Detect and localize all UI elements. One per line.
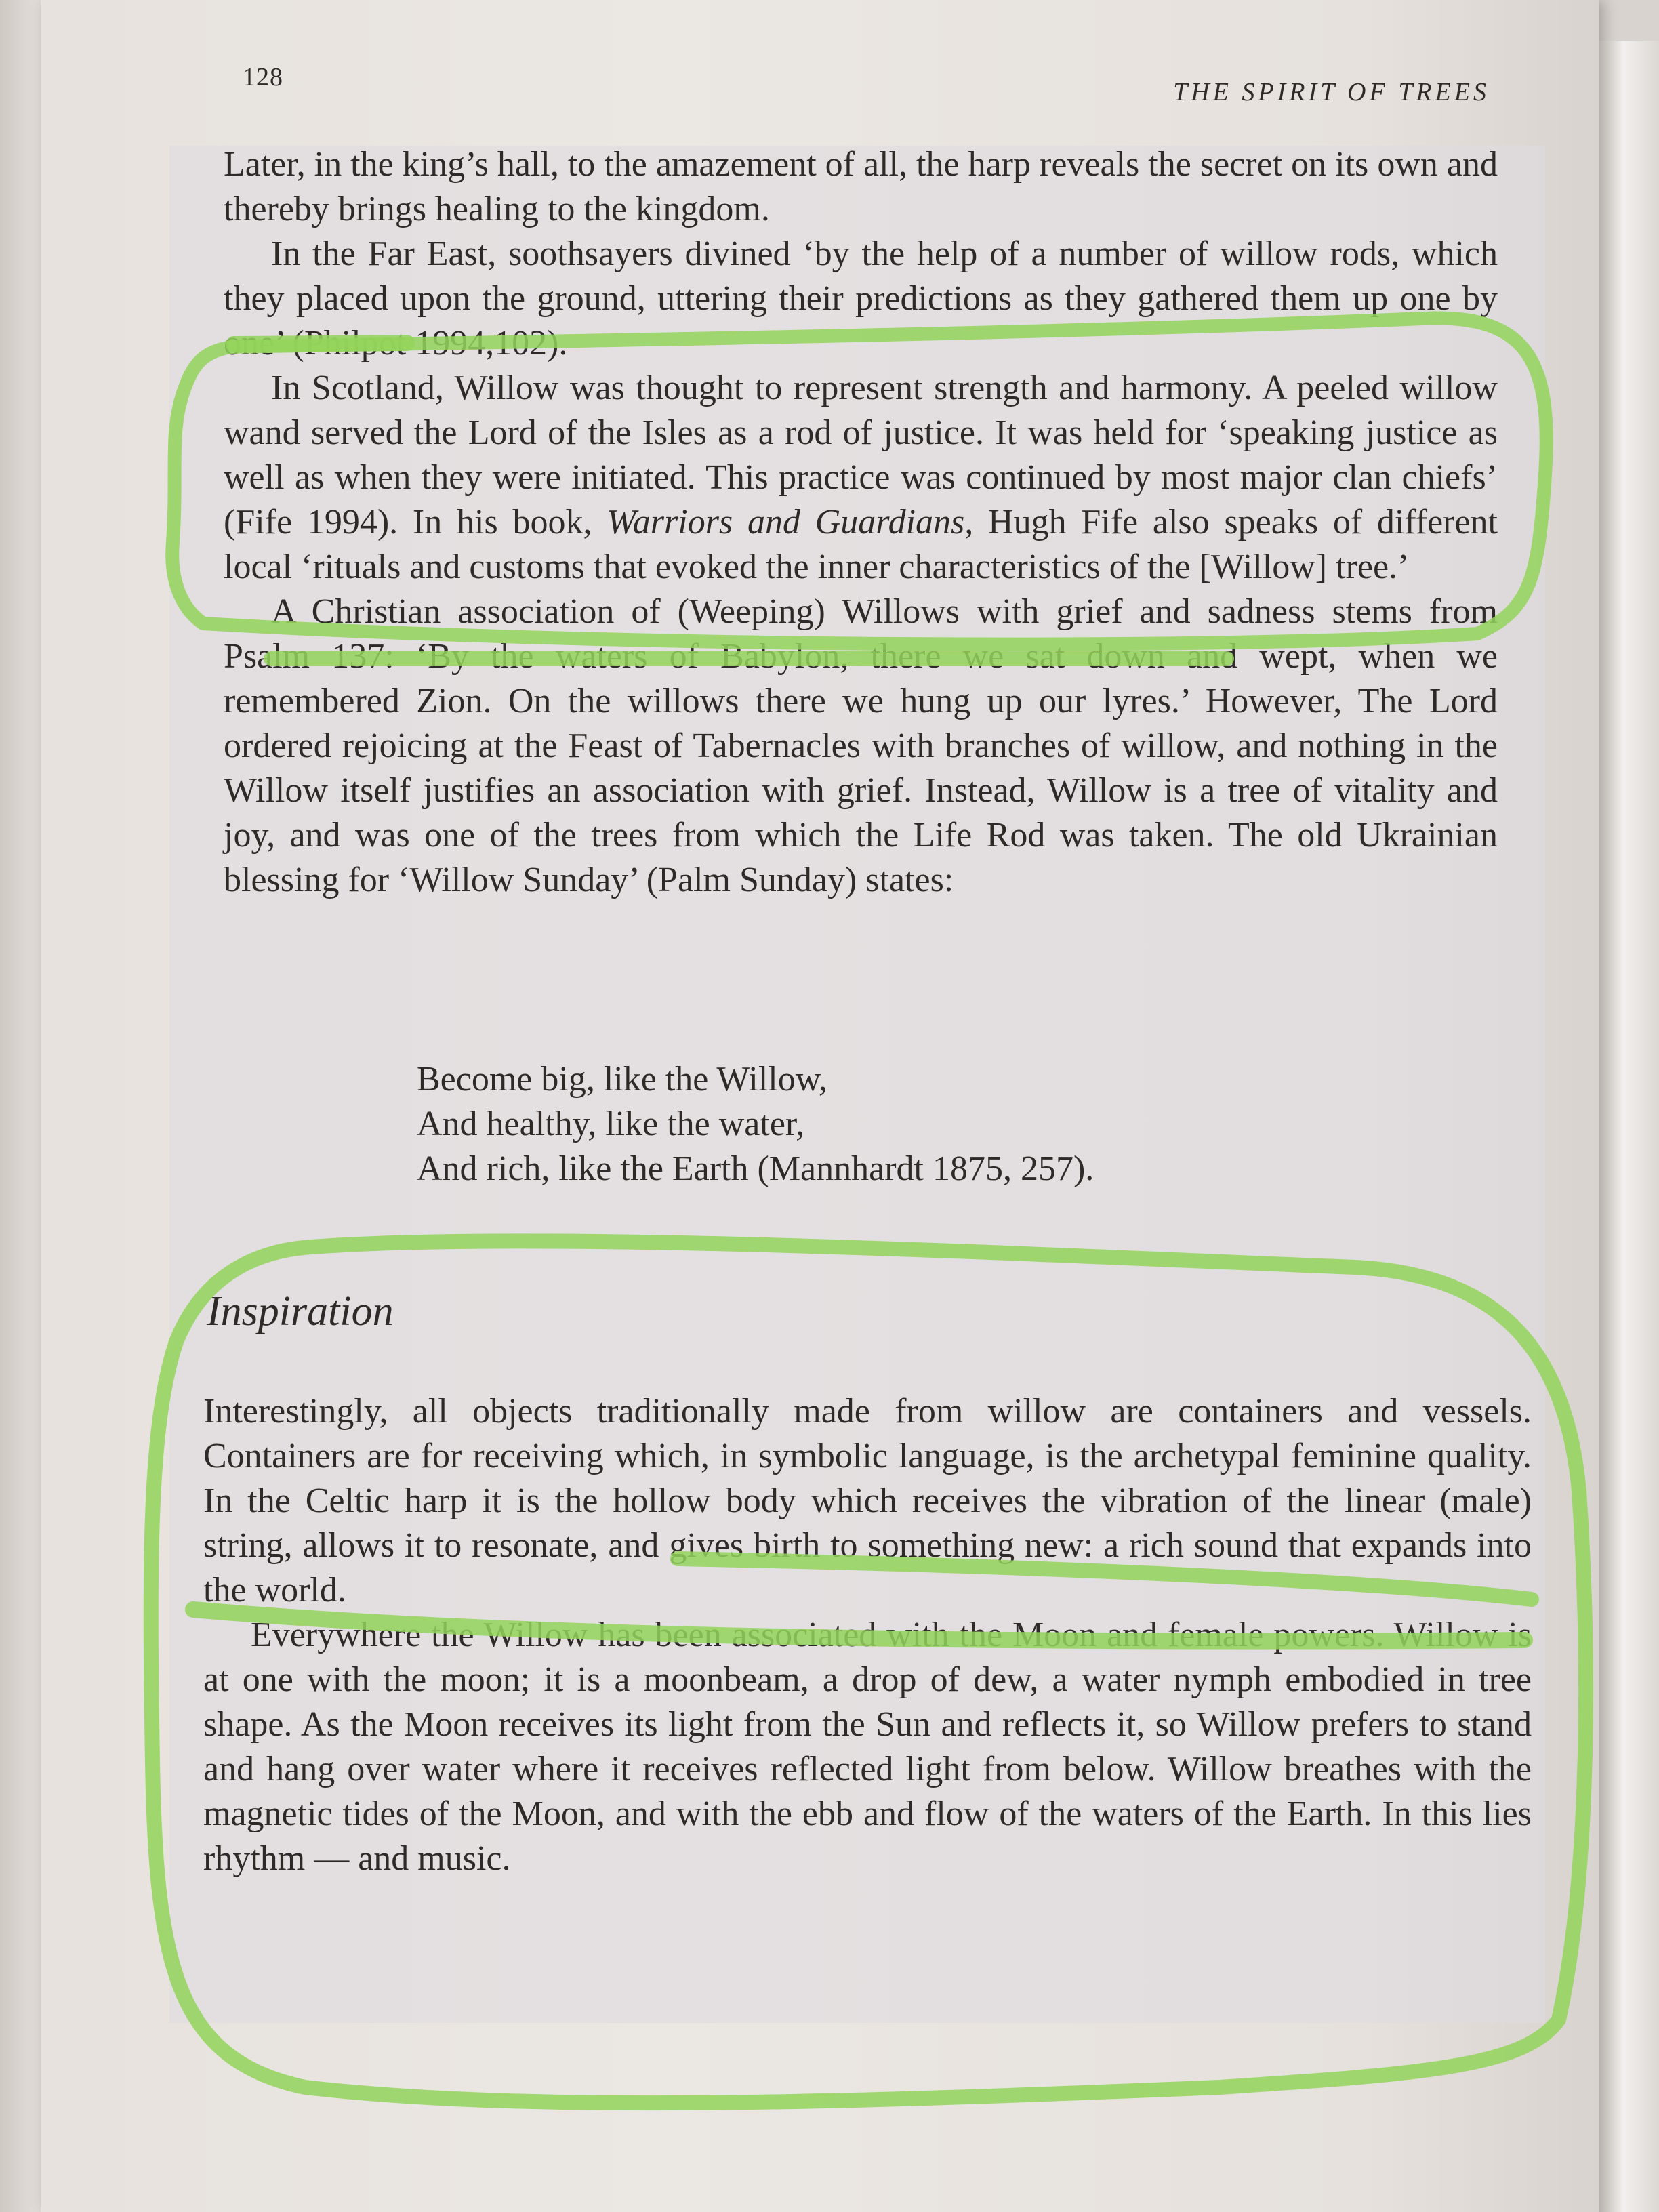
paragraph-containers: Interestingly, all objects traditionally made from willow are containers and vessels. Containers are for receiving which, in symbolic language, is the archetypal feminine quality. In the Celtic harp it is the hollow body which receives the vibration of the linear (male) string, allows it to resonate, and gives birth to something new: a rich sound that expands into the world. bbox=[203, 1392, 1532, 1610]
paragraph-far-east: In the Far East, soothsayers divined ‘by the help of a number of willow rods, which they placed upon the ground, uttering their predictions as they gathered them up one by one’ (Philpot 1994,102). bbox=[224, 234, 1498, 363]
book-spine-shadow bbox=[0, 0, 41, 2212]
verse-line: Become big, like the Willow, bbox=[417, 1060, 827, 1099]
paragraph-scotland bbox=[224, 366, 1498, 590]
verse-line: And healthy, like the water, bbox=[417, 1105, 805, 1143]
verse-line: And rich, like the Earth (Mannhardt 1875, 257). bbox=[417, 1149, 1094, 1188]
body-text-top bbox=[224, 142, 1498, 903]
scotland-text-b: Hugh Fife also speaks of different local ‘rituals and customs that evoked the inner characteristics of the [Willow] tree.’ bbox=[224, 503, 1498, 586]
scotland-text-a: In Scotland, Willow was thought to represent strength and harmony. A peeled willow wand served the Lord of the Isles as a rod of justice. It was held for ‘speaking justice as well as when they were initiated. This practice was continued by most major clan chiefs’ (Fife 1994). In his book, bbox=[224, 369, 1498, 541]
running-title: THE SPIRIT OF TREES bbox=[1173, 78, 1490, 106]
paragraph-christian-association: A Christian association of (Weeping) Willows with grief and sadness stems from Psalm 137: ‘By the waters of Babylon, there we sat down and wept, when we remembered Zion. On the willows there we hung up our lyres.’ However, The Lord ordered rejoicing at the Feast of Tabernacles with branches of willow, and nothing in the Willow itself justifies an association with grief. Instead, Willow is a tree of vitality and joy, and was one of the trees from which the Life Rod was taken. The old Ukrainian blessing for ‘Willow Sunday’ (Palm Sunday) states: bbox=[224, 592, 1498, 899]
section-heading-inspiration: Inspiration bbox=[207, 1288, 394, 1334]
paragraph-moon: Everywhere the Willow has been associated with the Moon and female powers. Willow is at one with the moon; it is a moonbeam, a drop of dew, a water nymph embodied in tree shape. As the Moon receives its light from the Sun and reflects it, so Willow prefers to stand and hang over water where it receives reflected light from below. Willow breathes with the magnetic tides of the Moon, and with the ebb and flow of the waters of the Earth. In this lies rhythm — and music. bbox=[203, 1616, 1532, 1878]
page-number: 128 bbox=[243, 63, 283, 91]
ukrainian-blessing-verse bbox=[417, 1057, 1094, 1191]
paragraph-harp-secret: Later, in the king’s hall, to the amazement of all, the harp reveals the secret on its own and thereby brings healing to the kingdom. bbox=[224, 145, 1498, 228]
book-title-warriors-guardians: Warriors and Guardians, bbox=[607, 503, 974, 541]
page-edge bbox=[1599, 41, 1659, 2212]
body-text-inspiration bbox=[203, 1389, 1532, 1881]
